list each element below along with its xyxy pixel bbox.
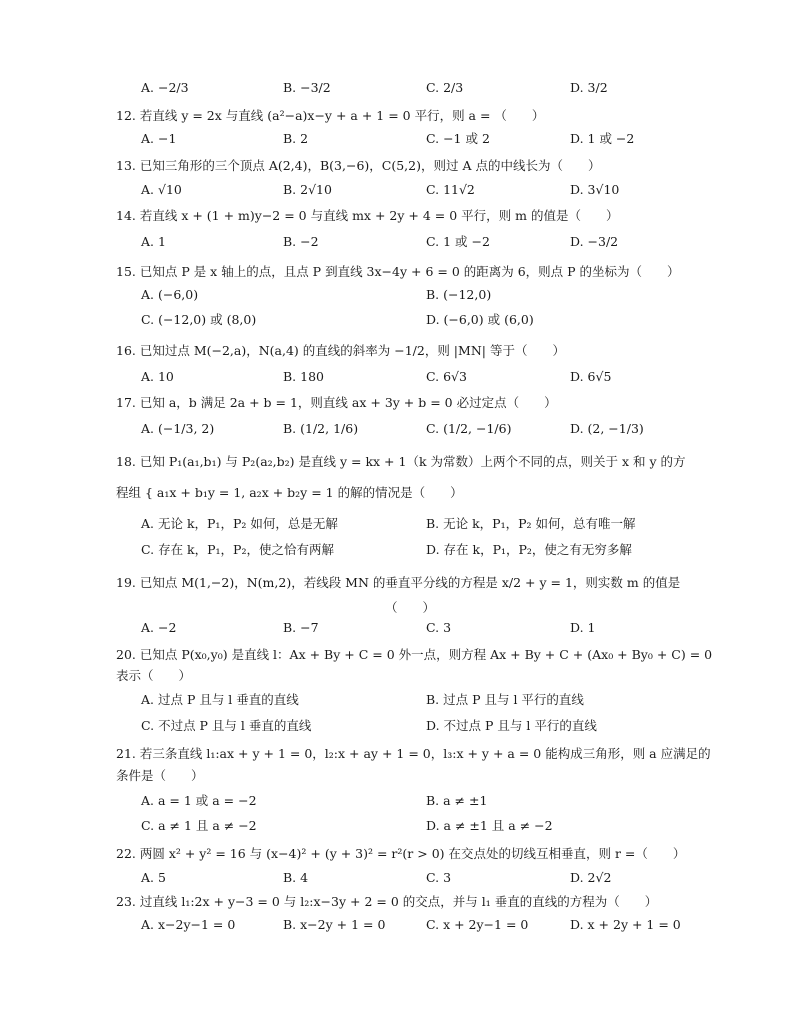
q17-option-c[interactable]: C. (1/2, −1/6) (426, 421, 512, 436)
q23-option-d[interactable]: D. x + 2y + 1 = 0 (570, 917, 681, 932)
q14-stem: 14. 若直线 x + (1 + m)y−2 = 0 与直线 mx + 2y + 4 = 0 平行，则 m 的值是（ ） (116, 208, 619, 223)
q22-option-a[interactable]: A. 5 (141, 870, 166, 885)
q20-stem-line2: 表示（ ） (116, 668, 192, 683)
q17-option-b[interactable]: B. (1/2, 1/6) (283, 421, 359, 436)
q19-stem-line2: （ ） (385, 600, 436, 615)
q19-option-a[interactable]: A. −2 (141, 620, 177, 635)
q18-option-d[interactable]: D. 存在 k，P₁，P₂，使之有无穷多解 (426, 542, 632, 557)
q18-stem-line1: 18. 已知 P₁(a₁,b₁) 与 P₂(a₂,b₂) 是直线 y = kx + 1（k 为常数）上两个不同的点，则关于 x 和 y 的方 (116, 454, 686, 469)
q13-option-c[interactable]: C. 11√2 (426, 182, 475, 197)
q16-stem: 16. 已知过点 M(−2,a)，N(a,4) 的直线的斜率为 −1/2，则 |MN| 等于（ ） (116, 343, 565, 358)
q15-option-b[interactable]: B. (−12,0) (426, 287, 492, 302)
q19-option-b[interactable]: B. −7 (283, 620, 319, 635)
q20-option-b[interactable]: B. 过点 P 且与 l 平行的直线 (426, 692, 584, 707)
q14-option-c[interactable]: C. 1 或 −2 (426, 234, 490, 249)
q11-option-b[interactable]: B. −3/2 (283, 80, 331, 95)
q19-option-c[interactable]: C. 3 (426, 620, 452, 635)
q16-option-a[interactable]: A. 10 (141, 369, 174, 384)
q12-option-c[interactable]: C. −1 或 2 (426, 131, 490, 146)
q22-option-b[interactable]: B. 4 (283, 870, 309, 885)
q14-option-d[interactable]: D. −3/2 (570, 234, 619, 249)
q21-stem-line1: 21. 若三条直线 l₁:ax + y + 1 = 0，l₂:x + ay + 1 = 0，l₃:x + y + a = 0 能构成三角形，则 a 应满足的 (116, 746, 711, 761)
q20-stem-line1: 20. 已知点 P(x₀,y₀) 是直线 l：Ax + By + C = 0 外一点，则方程 Ax + By + C + (Ax₀ + By₀ + C) = 0 (116, 647, 713, 662)
q13-option-a[interactable]: A. √10 (141, 182, 182, 197)
q11-option-a[interactable]: A. −2/3 (141, 80, 189, 95)
q22-stem: 22. 两圆 x² + y² = 16 与 (x−4)² + (y + 3)² = r²(r > 0) 在交点处的切线互相垂直，则 r =（ ） (116, 846, 686, 861)
q12-option-d[interactable]: D. 1 或 −2 (570, 131, 635, 146)
q20-option-a[interactable]: A. 过点 P 且与 l 垂直的直线 (141, 692, 299, 707)
q11-option-c[interactable]: C. 2/3 (426, 80, 464, 95)
q12-option-b[interactable]: B. 2 (283, 131, 309, 146)
q18-stem-line2: 程组 { a₁x + b₁y = 1, a₂x + b₂y = 1 的解的情况是（ ） (116, 485, 463, 500)
q21-stem-line2: 条件是（ ） (116, 768, 204, 783)
q13-option-b[interactable]: B. 2√10 (283, 182, 332, 197)
q21-option-b[interactable]: B. a ≠ ±1 (426, 793, 488, 808)
q15-option-a[interactable]: A. (−6,0) (141, 287, 199, 302)
q14-option-b[interactable]: B. −2 (283, 234, 319, 249)
q15-option-d[interactable]: D. (−6,0) 或 (6,0) (426, 312, 534, 327)
q15-option-c[interactable]: C. (−12,0) 或 (8,0) (141, 312, 257, 327)
q18-option-a[interactable]: A. 无论 k，P₁，P₂ 如何，总是无解 (141, 516, 338, 531)
q21-option-a[interactable]: A. a = 1 或 a = −2 (141, 793, 257, 808)
q17-stem: 17. 已知 a，b 满足 2a + b = 1，则直线 ax + 3y + b = 0 必过定点（ ） (116, 395, 557, 410)
q12-stem: 12. 若直线 y = 2x 与直线 (a²−a)x−y + a + 1 = 0 平行，则 a = （ ） (116, 108, 545, 123)
q19-option-d[interactable]: D. 1 (570, 620, 596, 635)
q12-option-a[interactable]: A. −1 (141, 131, 177, 146)
q23-stem: 23. 过直线 l₁:2x + y−3 = 0 与 l₂:x−3y + 2 = 0 的交点，并与 l₁ 垂直的直线的方程为（ ） (116, 894, 658, 909)
q20-option-c[interactable]: C. 不过点 P 且与 l 垂直的直线 (141, 718, 312, 733)
q22-option-d[interactable]: D. 2√2 (570, 870, 612, 885)
q17-option-a[interactable]: A. (−1/3, 2) (141, 421, 215, 436)
q15-stem: 15. 已知点 P 是 x 轴上的点，且点 P 到直线 3x−4y + 6 = 0 的距离为 6，则点 P 的坐标为（ ） (116, 264, 680, 279)
q18-option-c[interactable]: C. 存在 k，P₁，P₂，使之恰有两解 (141, 542, 334, 557)
q16-option-d[interactable]: D. 6√5 (570, 369, 612, 384)
q13-stem: 13. 已知三角形的三个顶点 A(2,4)，B(3,−6)，C(5,2)，则过 A 点的中线长为（ ） (116, 158, 601, 173)
q21-option-c[interactable]: C. a ≠ 1 且 a ≠ −2 (141, 818, 257, 833)
q20-option-d[interactable]: D. 不过点 P 且与 l 平行的直线 (426, 718, 597, 733)
q23-option-b[interactable]: B. x−2y + 1 = 0 (283, 917, 386, 932)
q21-option-d[interactable]: D. a ≠ ±1 且 a ≠ −2 (426, 818, 553, 833)
q13-option-d[interactable]: D. 3√10 (570, 182, 620, 197)
q22-option-c[interactable]: C. 3 (426, 870, 452, 885)
q18-option-b[interactable]: B. 无论 k，P₁，P₂ 如何，总有唯一解 (426, 516, 636, 531)
q23-option-c[interactable]: C. x + 2y−1 = 0 (426, 917, 529, 932)
q14-option-a[interactable]: A. 1 (141, 234, 166, 249)
q16-option-b[interactable]: B. 180 (283, 369, 324, 384)
q11-option-d[interactable]: D. 3/2 (570, 80, 608, 95)
q23-option-a[interactable]: A. x−2y−1 = 0 (141, 917, 236, 932)
q19-stem-line1: 19. 已知点 M(1,−2)，N(m,2)，若线段 MN 的垂直平分线的方程是 x/2 + y = 1，则实数 m 的值是 (116, 575, 681, 590)
q17-option-d[interactable]: D. (2, −1/3) (570, 421, 644, 436)
q16-option-c[interactable]: C. 6√3 (426, 369, 467, 384)
